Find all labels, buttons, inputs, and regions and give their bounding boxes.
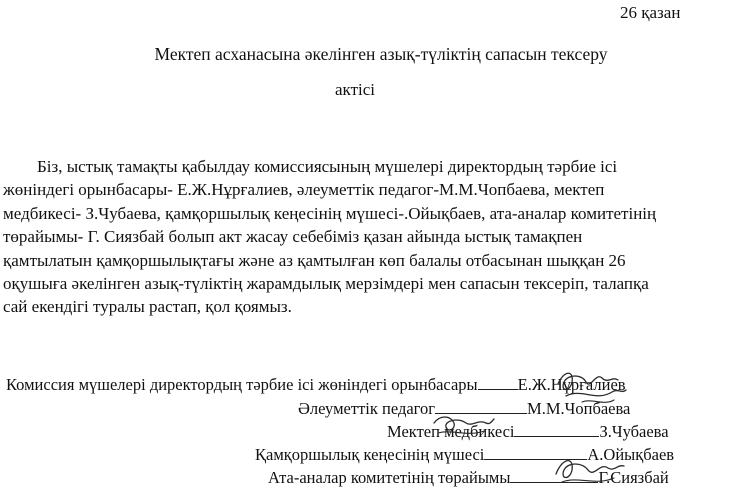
- document-title: Мектеп асханасына әкелінген азық-түліктің сапасын тексеру: [154, 44, 608, 64]
- body-line: жөніндегі орынбасары- Е.Ж.Нұрғалиев, әлеуметтік педагог-М.М.Чопбаева, мектеп: [3, 180, 605, 200]
- body-line: медбикесі- З.Чубаева, қамқоршылық кеңесінің мүшесі-.Ойықбаев, ата-аналар комитетінің: [3, 203, 657, 223]
- signature-role: Әлеуметтік педагог: [298, 399, 436, 418]
- body-line: қамтылатын қамқоршылықтағы және аз қамтылған көп балалы отбасынан шыққан 26: [3, 250, 626, 270]
- signature-name: Г.Сиязбай: [598, 468, 669, 487]
- document-subtitle: актісі: [335, 80, 376, 99]
- signature-name: А.Ойықбаев: [587, 445, 675, 464]
- signature-name: М.М.Чопбаева: [527, 399, 631, 418]
- signature-role: Қамқоршылық кеңесінің мүшесі: [255, 445, 485, 464]
- signature-underline: [514, 420, 599, 437]
- signature-role: Ата-аналар комитетінің төрайымы: [268, 468, 511, 487]
- signature-row-deputy-director: [6, 373, 626, 395]
- signature-underline: [478, 373, 518, 390]
- signature-role: Комиссия мүшелері директордың тәрбие ісі жөніндегі орынбасары: [6, 375, 478, 394]
- handwritten-signature: [552, 362, 632, 414]
- signature-role: Мектеп медбикесі: [387, 422, 515, 441]
- handwritten-signature: [428, 405, 498, 443]
- body-line: оқушыға әкелінген азық-түліктің жарамдылық мерзімдері мен сапасын тексеріп, талапқа: [3, 274, 649, 294]
- body-line: төрайымы- Г. Сиязбай болып акт жасау себебіміз қазан айында ыстық тамақпен: [3, 227, 583, 247]
- signature-name: Е.Ж.Нұрғалиев: [517, 375, 626, 394]
- body-line: сай екендігі туралы растап, қол қоямыз.: [3, 297, 292, 317]
- signature-name: З.Чубаева: [599, 422, 669, 441]
- handwritten-signature: [548, 450, 628, 490]
- document-date: 26 қазан: [620, 3, 681, 22]
- body-line: Біз, ыстық тамақты қабылдау комиссиясының мүшелері директордың тәрбие ісі: [37, 157, 618, 176]
- act-body-paragraph: [3, 155, 749, 319]
